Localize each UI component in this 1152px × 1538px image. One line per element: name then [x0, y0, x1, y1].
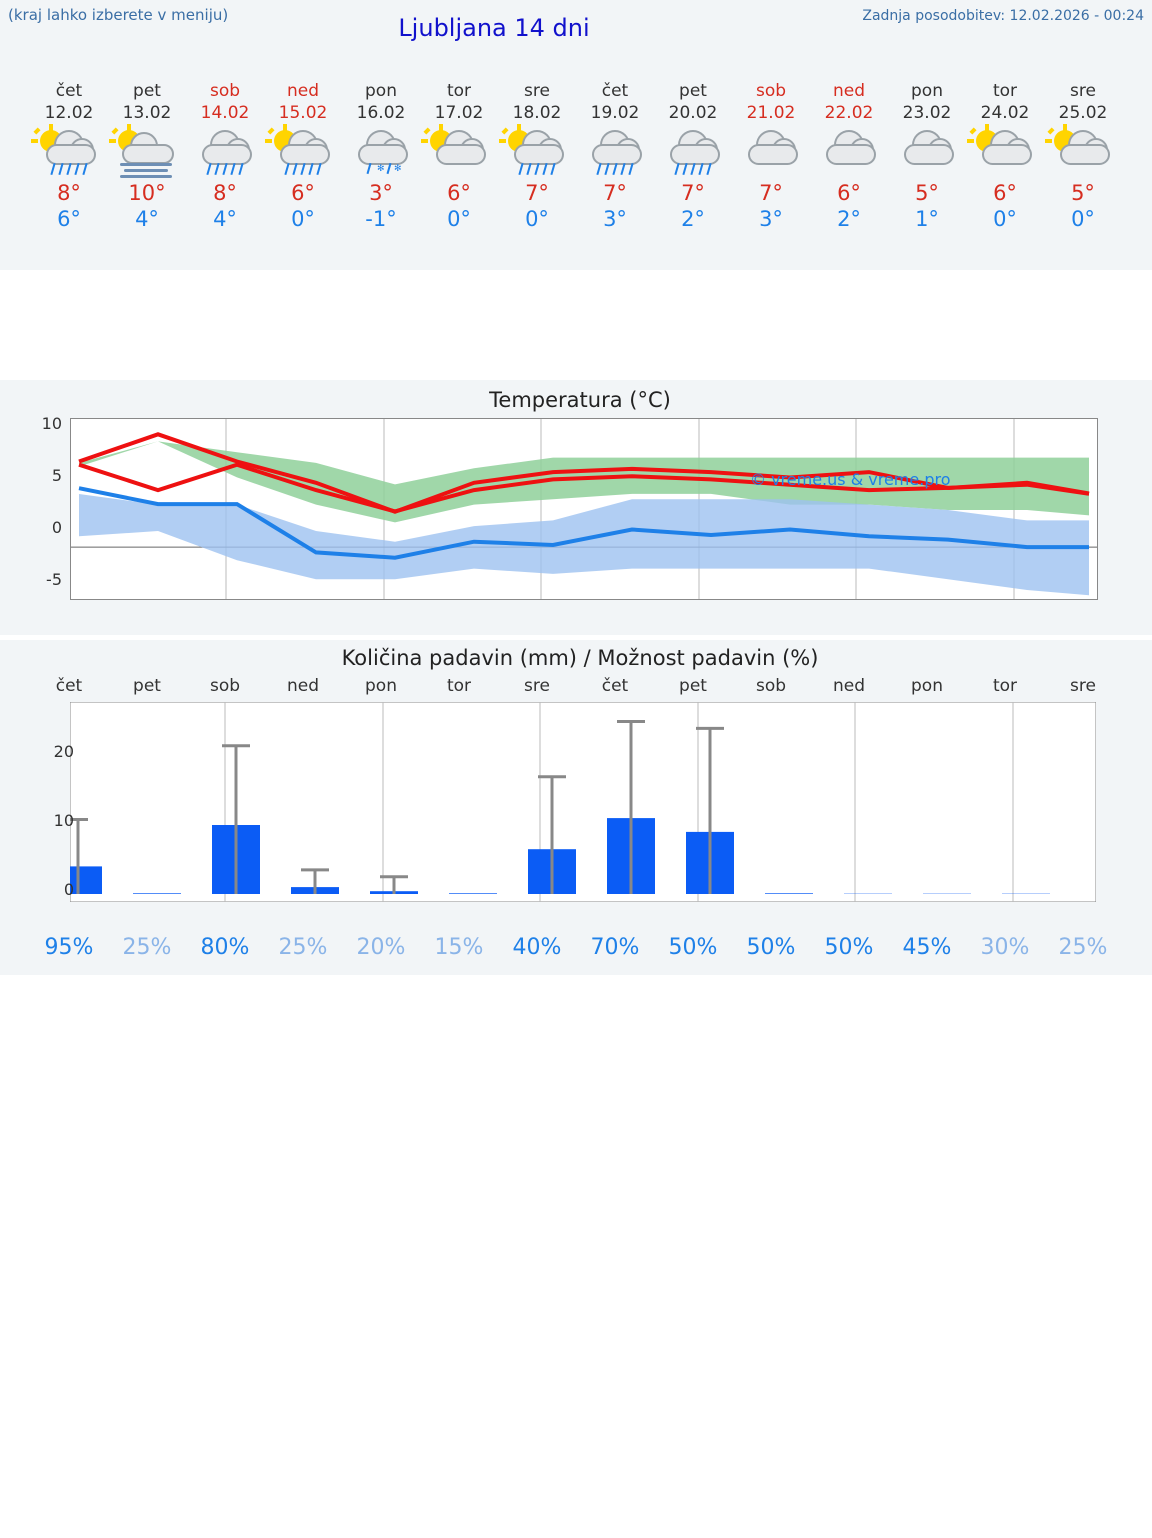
precip-day-label-4: pon	[342, 676, 420, 696]
day-min-temp: 1°	[888, 206, 966, 232]
precip-ytick-10: 10	[14, 811, 74, 830]
day-column-20.02[interactable]	[654, 80, 732, 232]
day-min-temp: 3°	[732, 206, 810, 232]
day-date: 18.02	[498, 102, 576, 124]
day-max-temp: 6°	[420, 180, 498, 206]
precip-day-label-12: tor	[966, 676, 1044, 696]
day-name: pon	[888, 80, 966, 102]
day-date: 23.02	[888, 102, 966, 124]
precipitation-plot	[70, 702, 1096, 902]
day-name: čet	[576, 80, 654, 102]
day-column-15.02[interactable]	[264, 80, 342, 232]
weather-icon-cloud	[890, 128, 964, 180]
precip-probability-10: 50%	[810, 935, 888, 960]
day-weather-icon	[654, 128, 732, 180]
precip-day-label-3: ned	[264, 676, 342, 696]
precip-day-label-13: sre	[1044, 676, 1122, 696]
weather-icon-cloud	[812, 128, 886, 180]
day-max-temp: 8°	[30, 180, 108, 206]
precip-probability-9: 50%	[732, 935, 810, 960]
day-max-temp: 7°	[576, 180, 654, 206]
precip-probability-5: 15%	[420, 935, 498, 960]
precip-probability-13: 25%	[1044, 935, 1122, 960]
day-max-temp: 6°	[264, 180, 342, 206]
day-max-temp: 7°	[654, 180, 732, 206]
day-min-temp: -1°	[342, 206, 420, 232]
precip-day-label-1: pet	[108, 676, 186, 696]
day-column-17.02[interactable]	[420, 80, 498, 232]
day-column-14.02[interactable]	[186, 80, 264, 232]
weather-icon-sun-cloud-rain	[266, 128, 340, 180]
day-column-16.02[interactable]	[342, 80, 420, 232]
day-column-21.02[interactable]	[732, 80, 810, 232]
precip-day-label-0: čet	[30, 676, 108, 696]
day-min-temp: 4°	[186, 206, 264, 232]
temp-ytick-10: 10	[2, 414, 62, 433]
precip-day-label-10: ned	[810, 676, 888, 696]
precip-probability-12: 30%	[966, 935, 1044, 960]
day-date: 19.02	[576, 102, 654, 124]
day-max-temp: 7°	[498, 180, 576, 206]
day-min-temp: 3°	[576, 206, 654, 232]
precip-probability-6: 40%	[498, 935, 576, 960]
day-date: 22.02	[810, 102, 888, 124]
precip-day-label-6: sre	[498, 676, 576, 696]
temp-ytick-0: 0	[2, 518, 62, 537]
day-weather-icon	[810, 128, 888, 180]
day-weather-icon	[420, 128, 498, 180]
day-min-temp: 6°	[30, 206, 108, 232]
precipitation-chart-title: Količina padavin (mm) / Možnost padavin (%)	[0, 646, 1152, 670]
day-name: tor	[420, 80, 498, 102]
day-min-temp: 0°	[420, 206, 498, 232]
copyright-label: © vreme.us & vreme.pro	[750, 470, 951, 489]
day-max-temp: 6°	[810, 180, 888, 206]
day-date: 25.02	[1044, 102, 1122, 124]
day-weather-icon	[888, 128, 966, 180]
precip-probability-3: 25%	[264, 935, 342, 960]
day-column-12.02[interactable]	[30, 80, 108, 232]
day-max-temp: 5°	[1044, 180, 1122, 206]
precip-probability-2: 80%	[186, 935, 264, 960]
day-name: tor	[966, 80, 1044, 102]
day-max-temp: 8°	[186, 180, 264, 206]
day-weather-icon	[342, 128, 420, 180]
weather-icon-sun-cloud	[422, 128, 496, 180]
day-min-temp: 0°	[966, 206, 1044, 232]
day-max-temp: 3°	[342, 180, 420, 206]
forecast-day-strip	[0, 80, 1152, 270]
day-date: 21.02	[732, 102, 810, 124]
day-weather-icon	[108, 128, 186, 180]
day-date: 15.02	[264, 102, 342, 124]
day-date: 24.02	[966, 102, 1044, 124]
day-weather-icon	[1044, 128, 1122, 180]
page-header	[0, 0, 1152, 80]
precip-day-label-11: pon	[888, 676, 966, 696]
temp-ytick--5: -5	[2, 570, 62, 589]
precip-day-label-2: sob	[186, 676, 264, 696]
location-hint: (kraj lahko izberete v meniju)	[8, 6, 228, 24]
day-column-25.02[interactable]	[1044, 80, 1122, 232]
weather-icon-sun-cloud-rain	[500, 128, 574, 180]
day-max-temp: 10°	[108, 180, 186, 206]
weather-icon-sun-cloud-rain	[32, 128, 106, 180]
day-min-temp: 0°	[498, 206, 576, 232]
day-name: pet	[654, 80, 732, 102]
day-weather-icon	[30, 128, 108, 180]
day-name: sob	[186, 80, 264, 102]
day-min-temp: 0°	[1044, 206, 1122, 232]
day-min-temp: 2°	[810, 206, 888, 232]
day-weather-icon	[966, 128, 1044, 180]
day-column-23.02[interactable]	[888, 80, 966, 232]
day-min-temp: 4°	[108, 206, 186, 232]
weather-icon-cloud	[734, 128, 808, 180]
day-date: 12.02	[30, 102, 108, 124]
precip-ytick-20: 20	[14, 742, 74, 761]
day-weather-icon	[732, 128, 810, 180]
precip-day-label-8: pet	[654, 676, 732, 696]
day-name: sob	[732, 80, 810, 102]
day-name: sre	[1044, 80, 1122, 102]
day-column-22.02[interactable]	[810, 80, 888, 232]
day-name: ned	[810, 80, 888, 102]
day-weather-icon	[264, 128, 342, 180]
precip-ytick-0: 0	[14, 880, 74, 899]
weather-icon-cloud-sleet: ✻ ✻	[344, 128, 418, 180]
day-weather-icon	[498, 128, 576, 180]
precipitation-section	[0, 640, 1152, 975]
day-date: 17.02	[420, 102, 498, 124]
day-column-13.02[interactable]	[108, 80, 186, 232]
day-weather-icon	[576, 128, 654, 180]
weather-icon-sun-cloud-fog	[110, 128, 184, 180]
day-date: 16.02	[342, 102, 420, 124]
temperature-plot	[71, 419, 1097, 599]
day-max-temp: 7°	[732, 180, 810, 206]
day-min-temp: 2°	[654, 206, 732, 232]
day-name: pon	[342, 80, 420, 102]
day-column-24.02[interactable]	[966, 80, 1044, 232]
temperature-chart	[70, 418, 1098, 600]
weather-icon-cloud-rain	[188, 128, 262, 180]
day-name: pet	[108, 80, 186, 102]
day-column-18.02[interactable]	[498, 80, 576, 232]
precip-day-label-9: sob	[732, 676, 810, 696]
precipitation-chart	[70, 702, 1096, 1538]
precip-probability-11: 45%	[888, 935, 966, 960]
day-name: čet	[30, 80, 108, 102]
temperature-section	[0, 380, 1152, 635]
precip-probability-8: 50%	[654, 935, 732, 960]
precip-probability-1: 25%	[108, 935, 186, 960]
day-date: 20.02	[654, 102, 732, 124]
weather-icon-cloud-rain	[656, 128, 730, 180]
weather-icon-sun-cloud	[1046, 128, 1120, 180]
day-column-19.02[interactable]	[576, 80, 654, 232]
precip-day-label-5: tor	[420, 676, 498, 696]
page-title: Ljubljana 14 dni	[0, 14, 988, 42]
weather-icon-cloud-rain	[578, 128, 652, 180]
day-min-temp: 0°	[264, 206, 342, 232]
day-date: 13.02	[108, 102, 186, 124]
day-date: 14.02	[186, 102, 264, 124]
day-name: sre	[498, 80, 576, 102]
day-max-temp: 5°	[888, 180, 966, 206]
precip-probability-4: 20%	[342, 935, 420, 960]
precip-probability-7: 70%	[576, 935, 654, 960]
day-max-temp: 6°	[966, 180, 1044, 206]
last-update-text: Zadnja posodobitev: 12.02.2026 - 00:24	[862, 8, 1144, 24]
precip-probability-0: 95%	[30, 935, 108, 960]
precip-day-label-7: čet	[576, 676, 654, 696]
weather-icon-sun-cloud	[968, 128, 1042, 180]
temp-ytick-5: 5	[2, 466, 62, 485]
day-weather-icon	[186, 128, 264, 180]
temperature-chart-title: Temperatura (°C)	[0, 388, 1152, 412]
day-name: ned	[264, 80, 342, 102]
